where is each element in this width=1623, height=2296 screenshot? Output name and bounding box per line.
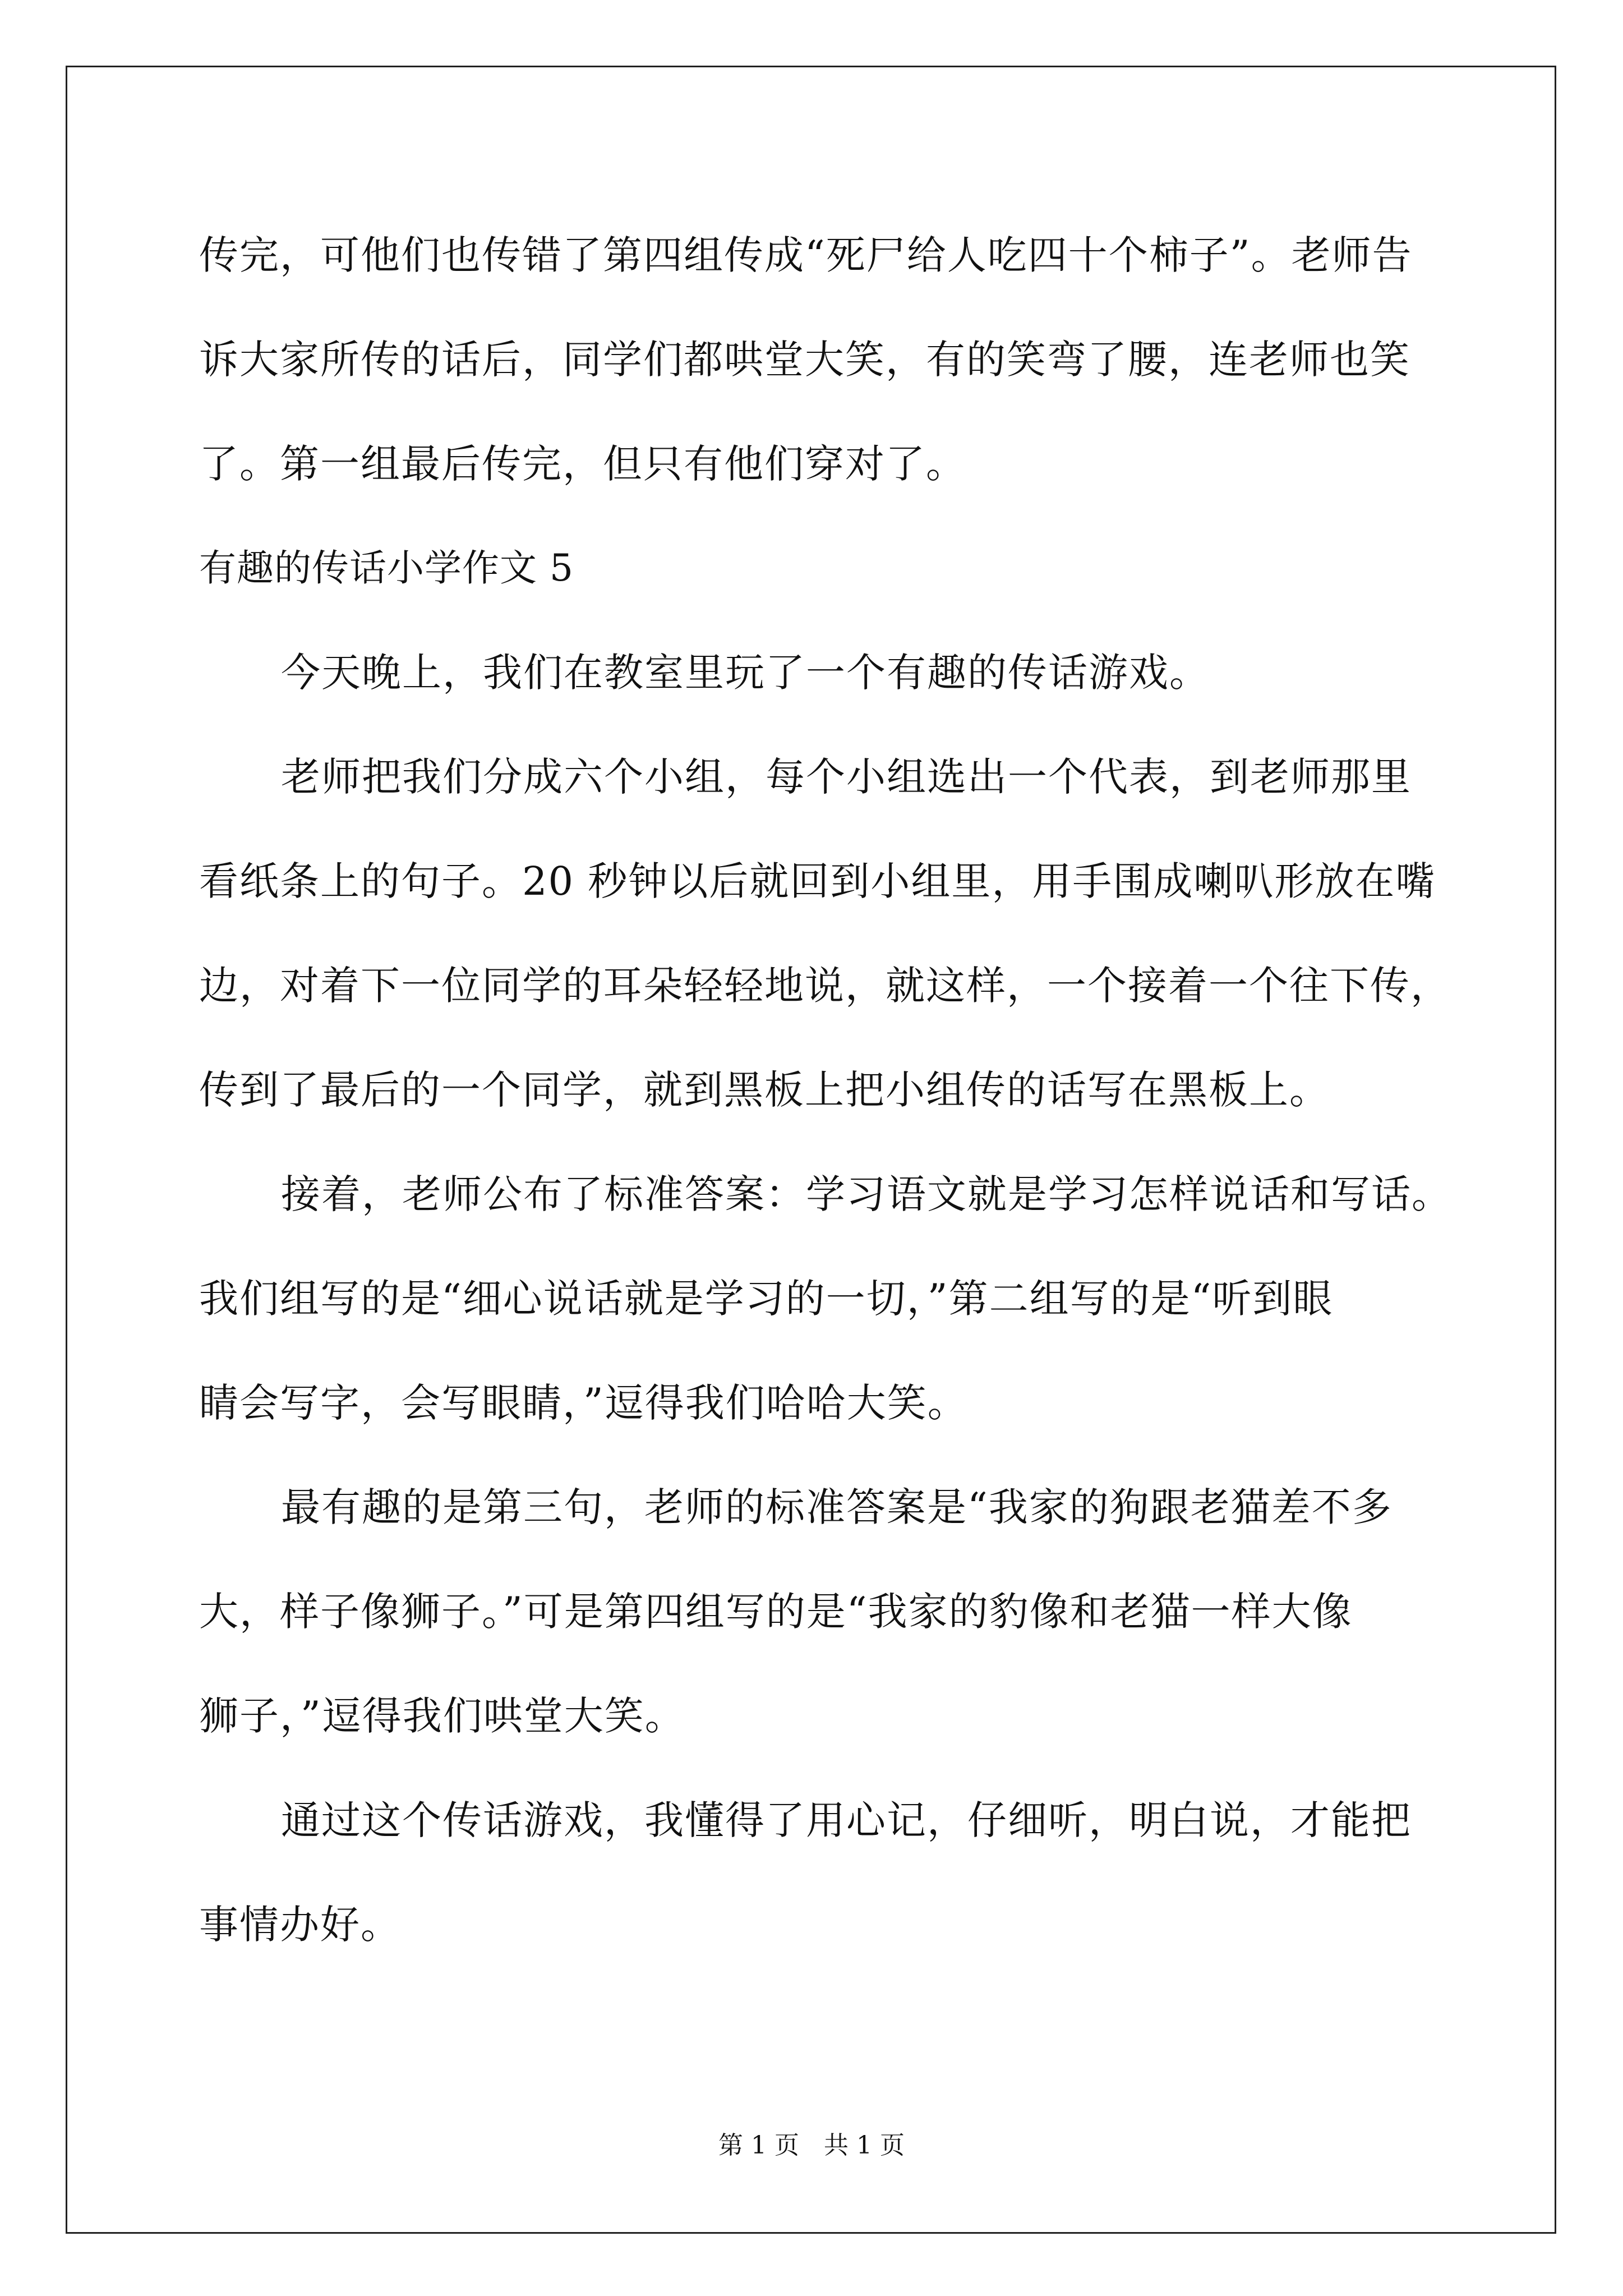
document-body [199,203,1452,1977]
paragraph-line: 边，对着下一位同学的耳朵轻轻地说，就这样，一个接着一个往下传， [199,963,1451,1009]
paragraph-line: 我们组写的是“细心说话就是学习的一切，”第二组写的是“听到眼 [199,1276,1334,1322]
paragraph-line: 大，样子像狮子。”可是第四组写的是“我家的豹像和老猫一样大像 [199,1589,1353,1635]
paragraph-line: 今天晚上，我们在教室里玩了一个有趣的传话游戏。 [281,650,1210,696]
paragraph-line: 事情办好。 [199,1902,401,1948]
paragraph-line: 传完，可他们也传错了第四组传成“死尸给人吃四十个柿子”。老师告 [199,232,1413,278]
paragraph-line: 看纸条上的句子。20 秒钟以后就回到小组里，用手围成喇叭形放在嘴 [199,858,1436,904]
paragraph-line: 了。第一组最后传完，但只有他们穿对了。 [199,441,966,487]
page-number-footer: 第 1 页 共 1 页 [718,2131,905,2160]
paragraph-line: 狮子，”逗得我们哄堂大笑。 [199,1693,685,1739]
paragraph-line: 通过这个传话游戏，我懂得了用心记，仔细听，明白说，才能把 [281,1797,1412,1843]
paragraph-line: 接着，老师公布了标准答案：学习语文就是学习怎样说话和写话。 [281,1171,1452,1217]
paragraph-line: 睛会写字，会写眼睛，”逗得我们哈哈大笑。 [199,1380,968,1426]
paragraph-line: 老师把我们分成六个小组，每个小组选出一个代表，到老师那里 [281,754,1412,800]
paragraph-line: 传到了最后的一个同学，就到黑板上把小组传的话写在黑板上。 [199,1067,1330,1113]
paragraph-line: 诉大家所传的话后，同学们都哄堂大笑，有的笑弯了腰，连老师也笑 [199,337,1410,383]
paragraph-line: 最有趣的是第三句，老师的标准答案是“我家的狗跟老猫差不多 [281,1484,1393,1530]
section-heading: 有趣的传话小学作文 5 [199,546,574,590]
